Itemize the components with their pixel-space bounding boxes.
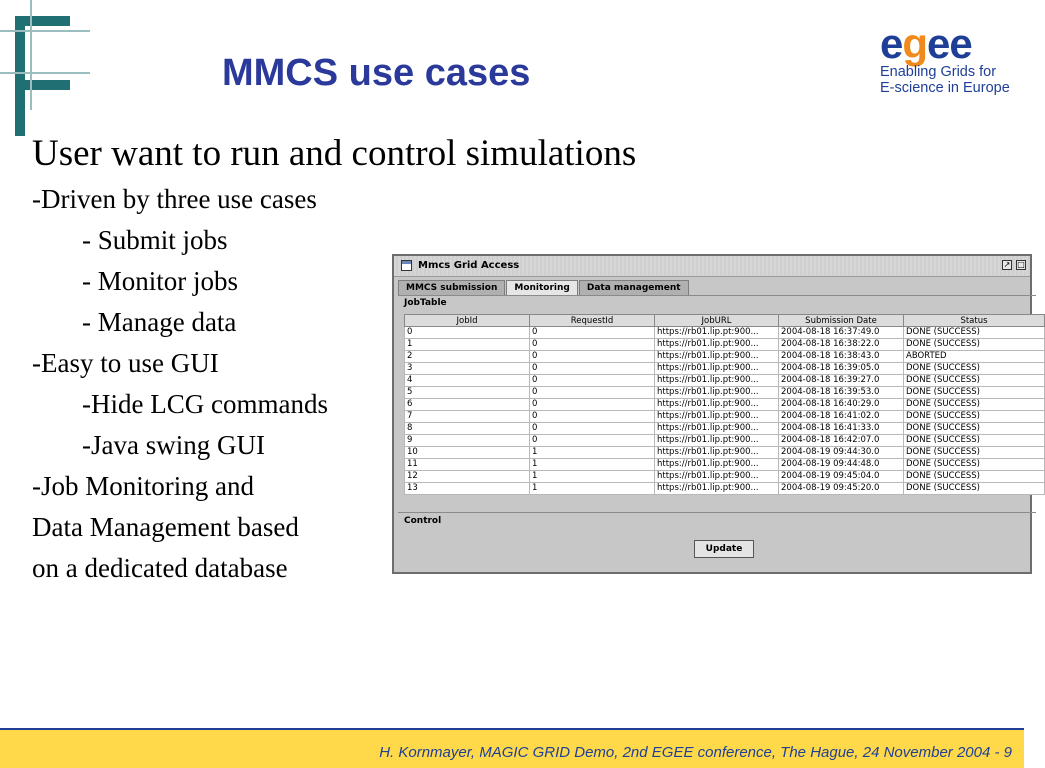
corner-decoration-line-h2 xyxy=(0,72,90,74)
bullet-line: Data Management based xyxy=(32,512,299,542)
table-cell: DONE (SUCCESS) xyxy=(904,387,1045,399)
slide-title: MMCS use cases xyxy=(222,52,531,94)
table-row[interactable] xyxy=(405,411,1045,423)
corner-decoration-line-v xyxy=(30,0,32,110)
table-cell: 7 xyxy=(405,411,530,423)
bullet-line: on a dedicated database xyxy=(32,553,288,583)
table-cell: 4 xyxy=(405,375,530,387)
table-row[interactable] xyxy=(405,387,1045,399)
window-app-icon xyxy=(401,260,412,271)
table-cell: DONE (SUCCESS) xyxy=(904,411,1045,423)
table-cell: DONE (SUCCESS) xyxy=(904,363,1045,375)
table-cell: 11 xyxy=(405,459,530,471)
table-cell: https://rb01.lip.pt:900... xyxy=(655,387,779,399)
table-cell: 0 xyxy=(405,327,530,339)
maximize-icon[interactable]: □ xyxy=(1017,260,1025,269)
table-cell: 12 xyxy=(405,471,530,483)
table-cell: 1 xyxy=(530,483,655,495)
table-cell: 2004-08-19 09:44:48.0 xyxy=(779,459,904,471)
column-header-requestid[interactable]: RequestId xyxy=(530,315,655,327)
footer-text: H. Kornmayer, MAGIC GRID Demo, 2nd EGEE conference, The Hague, 24 November 2004 - 9 xyxy=(379,744,1012,761)
section-divider xyxy=(398,512,1036,513)
table-cell: DONE (SUCCESS) xyxy=(904,327,1045,339)
tab-mmcs-submission[interactable]: MMCS submission xyxy=(398,280,505,295)
table-row[interactable] xyxy=(405,339,1045,351)
corner-decoration xyxy=(15,16,25,136)
table-cell: https://rb01.lip.pt:900... xyxy=(655,459,779,471)
table-row[interactable] xyxy=(405,327,1045,339)
table-cell: DONE (SUCCESS) xyxy=(904,435,1045,447)
table-cell: 2004-08-18 16:39:05.0 xyxy=(779,363,904,375)
table-row[interactable] xyxy=(405,399,1045,411)
table-cell: 0 xyxy=(530,375,655,387)
table-cell: 0 xyxy=(530,399,655,411)
table-cell: 0 xyxy=(530,387,655,399)
footer-bar xyxy=(0,730,1024,768)
table-cell: 2004-08-18 16:38:22.0 xyxy=(779,339,904,351)
table-cell: 2 xyxy=(405,351,530,363)
table-cell: 0 xyxy=(530,423,655,435)
table-cell: DONE (SUCCESS) xyxy=(904,459,1045,471)
table-row[interactable] xyxy=(405,471,1045,483)
column-header-jobid[interactable]: JobId xyxy=(405,315,530,327)
bullet-line: -Driven by three use cases xyxy=(32,184,317,214)
table-cell: 2004-08-19 09:45:04.0 xyxy=(779,471,904,483)
tab-data-management[interactable]: Data management xyxy=(579,280,689,295)
bullet-line: - Submit jobs xyxy=(82,225,228,255)
table-cell: https://rb01.lip.pt:900... xyxy=(655,327,779,339)
bullet-line: -Hide LCG commands xyxy=(82,389,328,419)
table-row[interactable] xyxy=(405,435,1045,447)
table-cell: 2004-08-18 16:37:49.0 xyxy=(779,327,904,339)
bullet-line: -Java swing GUI xyxy=(82,430,265,460)
table-cell: 2004-08-19 09:44:30.0 xyxy=(779,447,904,459)
table-row[interactable] xyxy=(405,459,1045,471)
table-cell: https://rb01.lip.pt:900... xyxy=(655,351,779,363)
table-row[interactable] xyxy=(405,351,1045,363)
table-row[interactable] xyxy=(405,363,1045,375)
table-cell: 2004-08-18 16:38:43.0 xyxy=(779,351,904,363)
table-cell: 2004-08-18 16:41:33.0 xyxy=(779,423,904,435)
table-cell: https://rb01.lip.pt:900... xyxy=(655,447,779,459)
table-cell: 8 xyxy=(405,423,530,435)
table-row[interactable] xyxy=(405,375,1045,387)
table-row[interactable] xyxy=(405,483,1045,495)
table-cell: https://rb01.lip.pt:900... xyxy=(655,471,779,483)
table-cell: 0 xyxy=(530,327,655,339)
table-cell: 6 xyxy=(405,399,530,411)
table-cell: DONE (SUCCESS) xyxy=(904,399,1045,411)
update-button[interactable]: Update xyxy=(694,540,754,558)
logo-tagline-1: Enabling Grids for xyxy=(880,64,997,80)
table-cell: https://rb01.lip.pt:900... xyxy=(655,435,779,447)
table-cell: https://rb01.lip.pt:900... xyxy=(655,399,779,411)
corner-decoration-bar-mid xyxy=(15,80,70,90)
column-header-joburl[interactable]: JobURL xyxy=(655,315,779,327)
table-cell: 2004-08-18 16:39:53.0 xyxy=(779,387,904,399)
table-row[interactable] xyxy=(405,423,1045,435)
table-cell: DONE (SUCCESS) xyxy=(904,471,1045,483)
table-cell: 5 xyxy=(405,387,530,399)
table-cell: 1 xyxy=(405,339,530,351)
table-cell: 3 xyxy=(405,363,530,375)
table-cell: DONE (SUCCESS) xyxy=(904,339,1045,351)
table-cell: DONE (SUCCESS) xyxy=(904,375,1045,387)
control-label: Control xyxy=(404,516,442,526)
table-cell: 13 xyxy=(405,483,530,495)
mmcs-window xyxy=(392,254,1032,574)
table-cell: ABORTED xyxy=(904,351,1045,363)
table-cell: https://rb01.lip.pt:900... xyxy=(655,411,779,423)
table-cell: https://rb01.lip.pt:900... xyxy=(655,339,779,351)
table-cell: https://rb01.lip.pt:900... xyxy=(655,375,779,387)
window-titlebar[interactable] xyxy=(394,256,1030,277)
table-cell: DONE (SUCCESS) xyxy=(904,447,1045,459)
corner-decoration-bar-top xyxy=(15,16,70,26)
table-cell: 2004-08-19 09:45:20.0 xyxy=(779,483,904,495)
table-cell: 9 xyxy=(405,435,530,447)
logo-wordmark: egee xyxy=(880,20,972,67)
column-header-status[interactable]: Status xyxy=(904,315,1045,327)
table-cell: 0 xyxy=(530,363,655,375)
logo-tagline-2: E-science in Europe xyxy=(880,80,1010,96)
table-cell: 2004-08-18 16:41:02.0 xyxy=(779,411,904,423)
restore-icon[interactable]: ↗ xyxy=(1003,260,1011,269)
bullet-line: - Monitor jobs xyxy=(82,266,239,296)
table-cell: https://rb01.lip.pt:900... xyxy=(655,363,779,375)
table-cell: 2004-08-18 16:39:27.0 xyxy=(779,375,904,387)
table-cell: 2004-08-18 16:40:29.0 xyxy=(779,399,904,411)
corner-decoration-line-h1 xyxy=(0,30,90,32)
heading-line: User want to run and control simulations xyxy=(32,133,637,174)
bullet-line: - Manage data xyxy=(82,307,237,337)
table-cell: 0 xyxy=(530,435,655,447)
job-table-viewport[interactable] xyxy=(404,314,1044,506)
table-cell: 1 xyxy=(530,471,655,483)
table-cell: 10 xyxy=(405,447,530,459)
table-row[interactable] xyxy=(405,447,1045,459)
egee-logo xyxy=(880,20,1010,96)
tab-bar xyxy=(398,280,690,295)
table-cell: 0 xyxy=(530,351,655,363)
table-cell: https://rb01.lip.pt:900... xyxy=(655,423,779,435)
job-table xyxy=(404,314,1045,495)
tab-monitoring[interactable]: Monitoring xyxy=(506,280,578,296)
table-cell: 0 xyxy=(530,339,655,351)
table-cell: DONE (SUCCESS) xyxy=(904,423,1045,435)
bullet-line: -Easy to use GUI xyxy=(32,348,219,378)
jobtable-label: JobTable xyxy=(404,298,447,308)
table-header-row xyxy=(405,315,1045,327)
table-cell: 1 xyxy=(530,447,655,459)
table-cell: https://rb01.lip.pt:900... xyxy=(655,483,779,495)
table-cell: 0 xyxy=(530,411,655,423)
table-cell: DONE (SUCCESS) xyxy=(904,483,1045,495)
bullet-line: -Job Monitoring and xyxy=(32,471,254,501)
window-title: Mmcs Grid Access xyxy=(418,260,520,271)
table-cell: 2004-08-18 16:42:07.0 xyxy=(779,435,904,447)
table-cell: 1 xyxy=(530,459,655,471)
column-header-submission-date[interactable]: Submission Date xyxy=(779,315,904,327)
